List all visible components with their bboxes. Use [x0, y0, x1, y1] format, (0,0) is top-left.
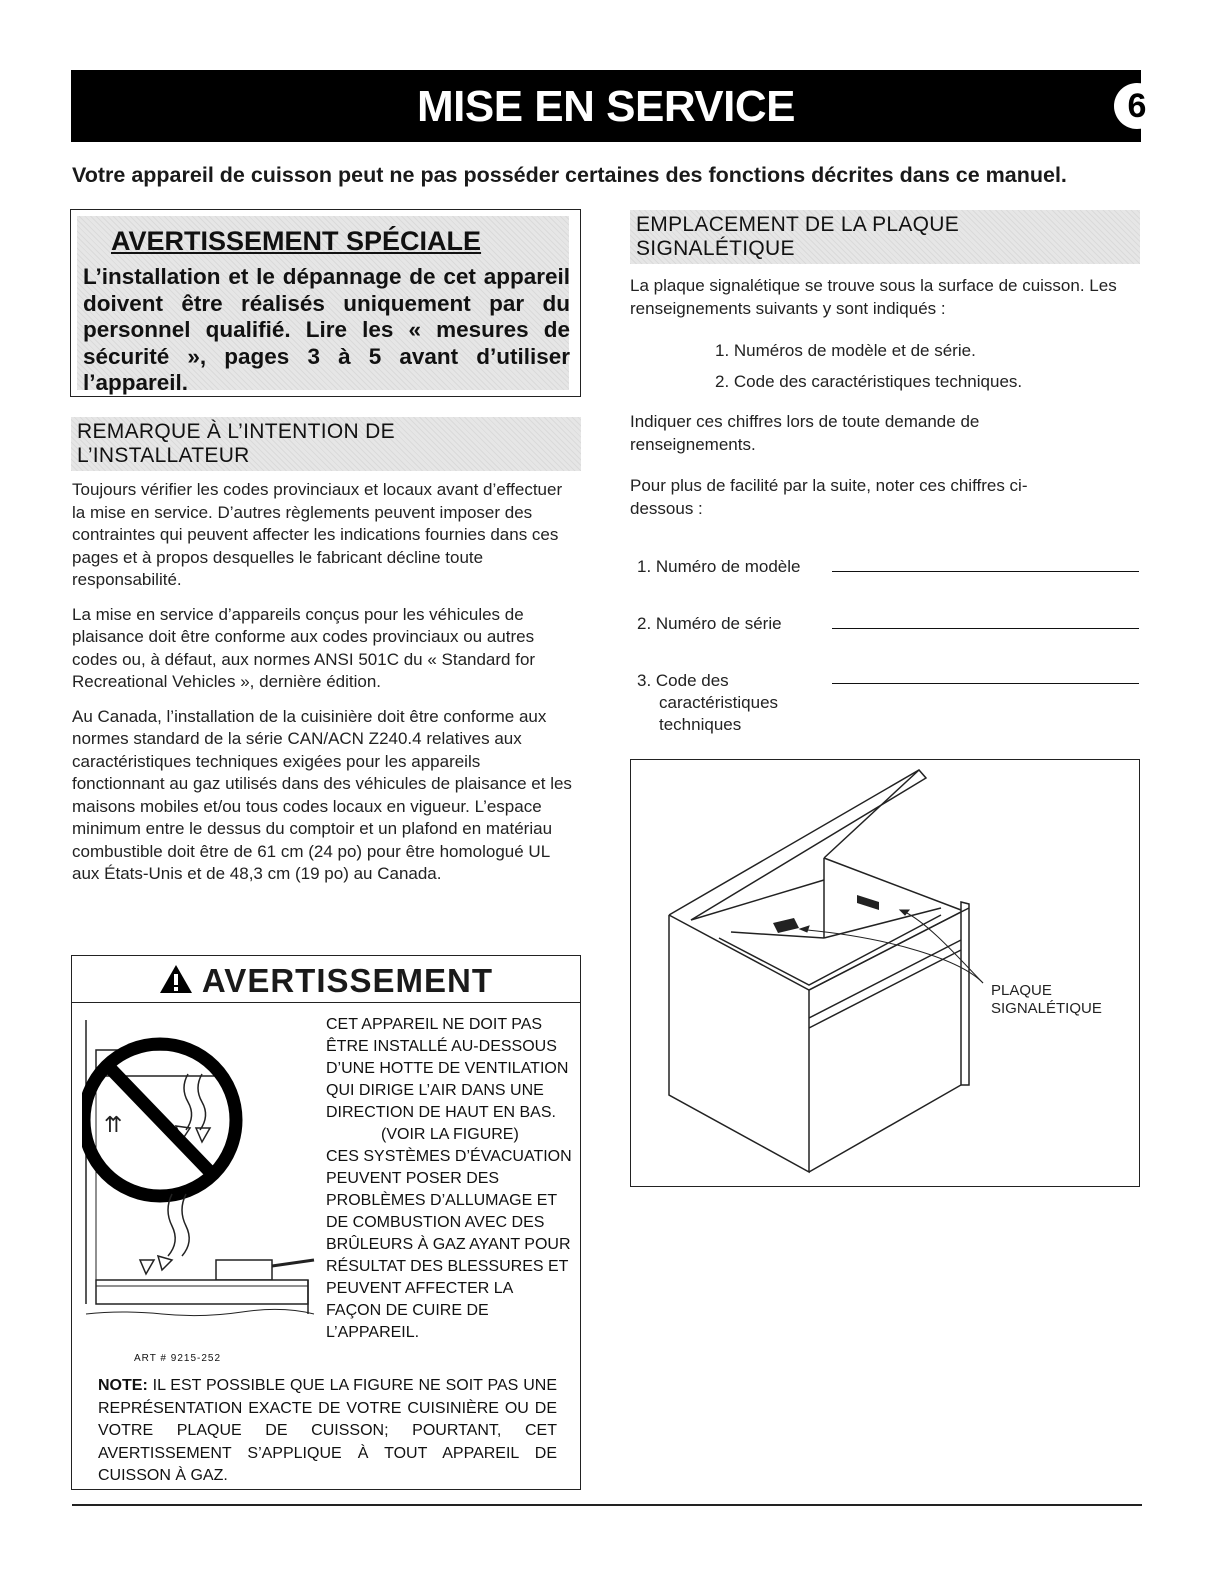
warning-text	[326, 1014, 576, 1344]
installer-note-paragraph: La mise en service d’appareils conçus pour les véhicules de plaisance doit être conforme aux codes provinciaux ou autres codes ou, à défaut, aux normes ANSI 501C du « Standard for Recreational Vehicles », dernière édition.	[72, 604, 536, 691]
warning-line: BRÛLEURS À GAZ AYANT POUR	[326, 1236, 571, 1253]
warning-line: PEUVENT POSER DES	[326, 1170, 500, 1187]
warning-title	[72, 962, 580, 1000]
figure-label-line: PLAQUE	[991, 982, 1052, 999]
nameplate-item: 2. Code des caractéristiques techniques.	[715, 372, 1023, 391]
warning-line: DIRECTION DE HAUT EN BAS.	[326, 1104, 556, 1121]
warning-line: CES SYSTÈMES D’ÉVACUATION	[326, 1148, 572, 1165]
nameplate-item: 1. Numéros de modèle et de série.	[715, 341, 976, 360]
warning-title-text: AVERTISSEMENT	[201, 962, 494, 999]
installer-note-paragraph: Toujours vérifier les codes provinciaux et locaux avant d’effectuer la mise en service. D’autres règlements peuvent imposer des contraintes qui peuvent affecter les indications fournies dans ces pages et à propos desquelles le fabricant décline toute responsabilité.	[72, 480, 563, 589]
special-warning-text: L’installation et le dépannage de cet appareil doivent être réalisés uniquement par du personnel qualifié. Lire les « mesures de sécurité », pages 3 à 5 avant d’utiliser l’appareil.	[83, 264, 570, 395]
warning-line: RÉSULTAT DES BLESSURES ET	[326, 1258, 569, 1275]
spec-code-label	[637, 670, 778, 736]
downdraft-hood-prohibited-illustration	[82, 1014, 322, 1366]
serial-number-label: 2. Numéro de série	[637, 614, 782, 633]
svg-text:⇈: ⇈	[104, 1113, 123, 1138]
page-title: MISE EN SERVICE	[416, 82, 795, 131]
warning-note	[98, 1375, 557, 1488]
bottom-divider	[72, 1504, 1142, 1506]
warning-line: DE COMBUSTION AVEC DES	[326, 1214, 545, 1231]
section-number-badge: 6	[1114, 83, 1160, 129]
installer-note-heading-line1: REMARQUE À L’INTENTION DE	[77, 420, 395, 443]
spec-code-label-line: 3. Code des	[637, 671, 729, 690]
installer-note-heading-line2: L’INSTALLATEUR	[77, 444, 250, 467]
nameplate-heading-line1: EMPLACEMENT DE LA PLAQUE	[636, 213, 960, 236]
nameplate-figure-label	[991, 982, 1102, 1018]
warning-line: FAÇON DE CUIRE DE	[326, 1302, 489, 1319]
spec-code-label-line: techniques	[659, 715, 742, 734]
nameplate-para2: Indiquer ces chiffres lors de toute demande de renseignements.	[630, 412, 980, 454]
see-figure: (VOIR LA FIGURE)	[381, 1126, 519, 1143]
special-warning-shading	[77, 216, 570, 395]
warning-title-divider	[72, 1002, 580, 1003]
warning-line: CET APPAREIL NE DOIT PAS	[326, 1016, 543, 1033]
warning-note-text: IL EST POSSIBLE QUE LA FIGURE NE SOIT PAS UNE REPRÉSENTATION EXACTE DE VOTRE CUISINIÈRE OU DE VOTRE PLAQUE DE CUISSON; POURTANT, CET AVERTISSEMENT S’APPLIQUE À TOUT APPAREIL DE CUISSON À GAZ.	[98, 1377, 557, 1484]
warning-line: PROBLÈMES D’ALLUMAGE ET	[326, 1192, 558, 1209]
warning-line: L’APPAREIL.	[326, 1324, 420, 1341]
nameplate-figure	[630, 759, 1140, 1187]
serial-number-line	[832, 628, 1139, 629]
nameplate-location-illustration	[631, 760, 1138, 1185]
model-number-line	[832, 571, 1139, 572]
installer-note-paragraph: Au Canada, l’installation de la cuisinière doit être conforme aux normes standard de la série CAN/ACN Z240.4 relatives aux caractéristiques techniques exigées pour les appareils fonctionnant au gaz utilisés dans des véhicules de plaisance et les maisons mobiles et/ou tous codes locaux en vigueur. L’espace minimum entre le dessus du comptoir et un plafond en matériau combustible doit être de 61 cm (24 po) pour être homologué UL aux États-Unis et de 48,3 cm (19 po) au Canada.	[72, 706, 572, 883]
warning-note-label: NOTE:	[98, 1377, 148, 1394]
warning-triangle-icon	[159, 964, 193, 994]
warning-line: ÊTRE INSTALLÉ AU-DESSOUS	[326, 1038, 557, 1055]
nameplate-intro: La plaque signalétique se trouve sous la surface de cuisson. Les renseignements suivants y sont indiqués :	[630, 276, 1117, 318]
nameplate-item-list	[715, 340, 1022, 393]
installer-note-heading	[71, 417, 581, 471]
warning-line: QUI DIRIGE L’AIR DANS UNE	[326, 1082, 544, 1099]
warning-line: PEUVENT AFFECTER LA	[326, 1280, 514, 1297]
spec-code-label-line: caractéristiques	[659, 693, 779, 712]
nameplate-heading	[630, 210, 1140, 264]
warning-box	[71, 955, 581, 1490]
model-number-label: 1. Numéro de modèle	[637, 557, 801, 576]
installer-note-body	[72, 479, 577, 898]
warning-line: D’UNE HOTTE DE VENTILATION	[326, 1060, 569, 1077]
header-banner	[71, 70, 1147, 142]
special-warning-title: AVERTISSEMENT SPÉCIALE	[111, 226, 482, 256]
spec-code-line	[832, 683, 1139, 684]
art-number: ART # 9215-252	[134, 1353, 222, 1364]
nameplate-heading-line2: SIGNALÉTIQUE	[636, 237, 795, 260]
subtitle: Votre appareil de cuisson peut ne pas posséder certaines des fonctions décrites dans ce manuel.	[72, 163, 1067, 187]
nameplate-para3: Pour plus de facilité par la suite, noter ces chiffres ci-dessous :	[630, 476, 1028, 518]
figure-label-line: SIGNALÉTIQUE	[991, 1000, 1102, 1017]
special-warning-box	[70, 209, 581, 397]
